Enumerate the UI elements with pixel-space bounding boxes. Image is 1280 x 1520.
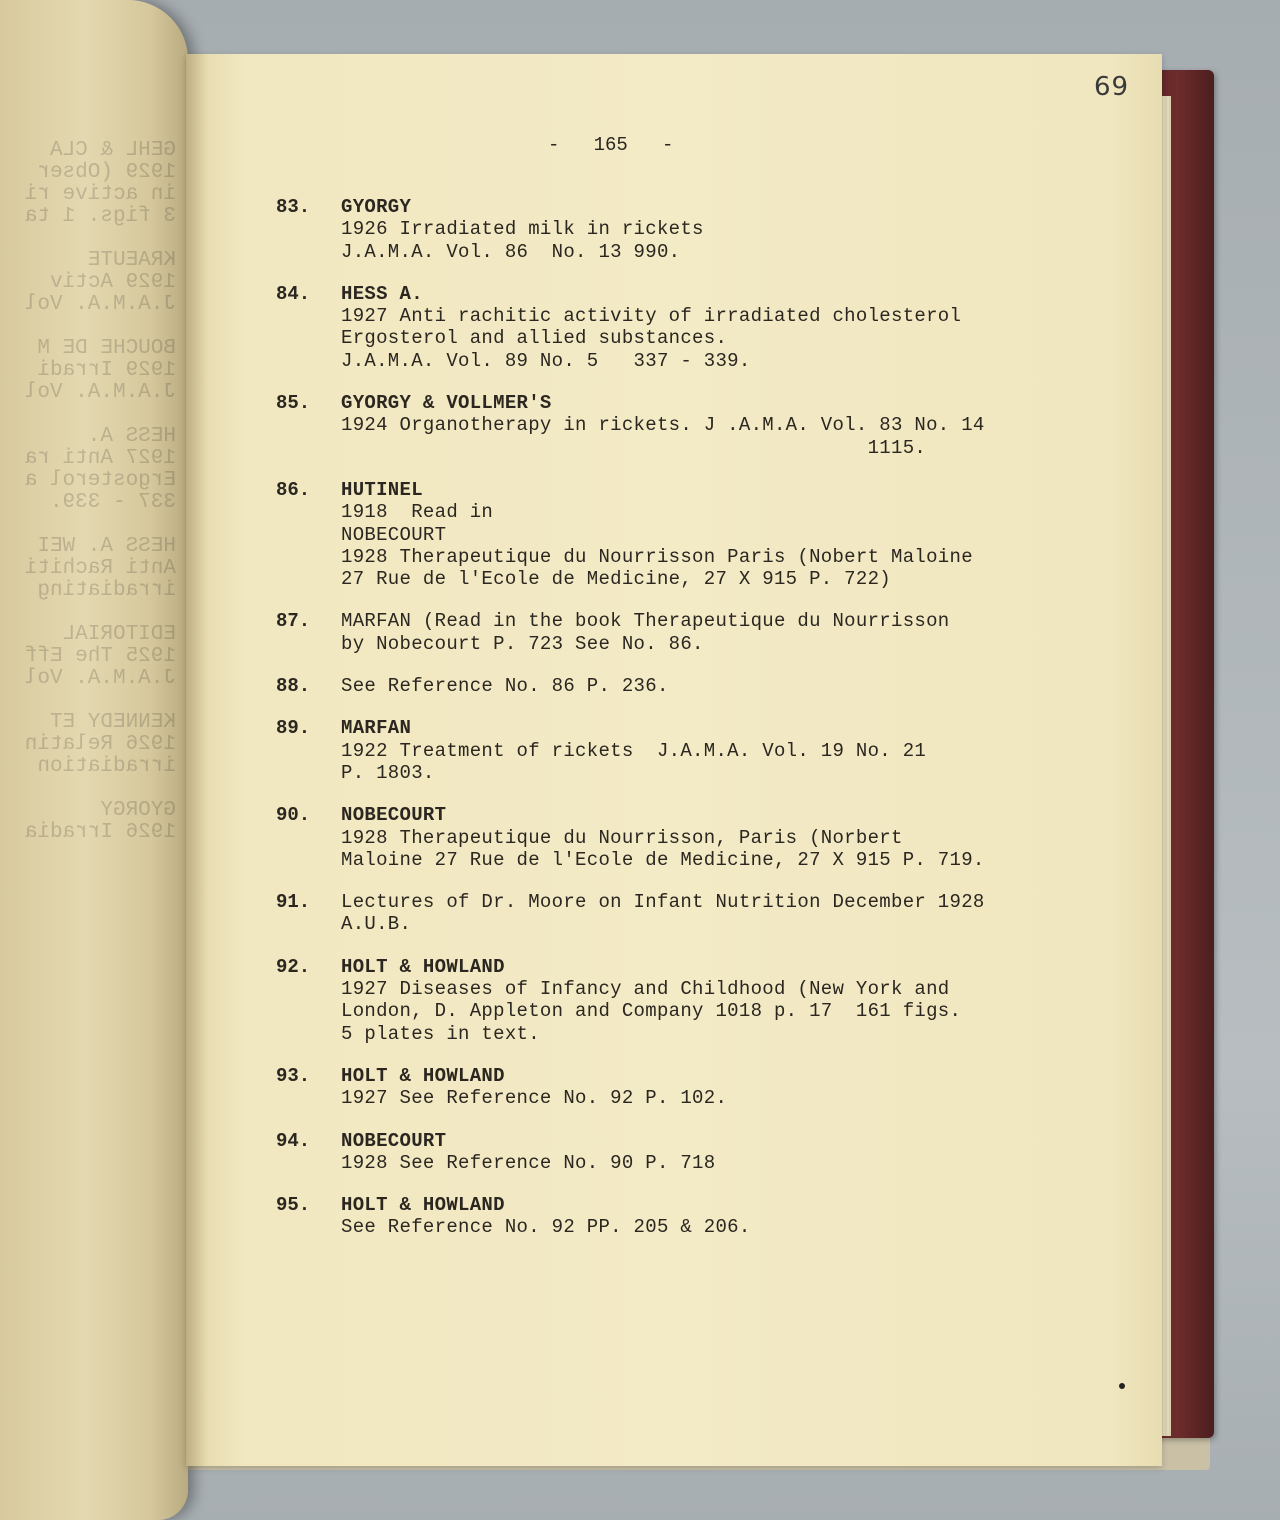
reference-line: Ergosterol and allied substances. xyxy=(341,327,728,350)
bleed-through-text: GEHL & CLA 1929 (Obser in active ri 3 figs. 1 ta KRAEUTE 1929 Activ J.A.M.A. Vol BOUCHE DE M 1929 Irradi J.A.M.A. Vol HESS A. 1927 Anti ra Ergosterol a 337 - 339. HESS A. WEI Anti Rachiti irradiating EDITORIAL 1925 The Eff J.A.M.A. Vol KENNEDY ET 1926 Relatin irradiation GYORGY 1926 Irradia xyxy=(24,139,176,844)
reference-line: J.A.M.A. Vol. 86 No. 13 990. xyxy=(341,240,681,263)
reference-number: 83. xyxy=(276,196,311,218)
reference-line: NOBECOURT xyxy=(341,523,447,546)
reference-line: Maloine 27 Rue de l'Ecole de Medicine, 27 X 915 P. 719. xyxy=(341,848,985,871)
reference-body xyxy=(341,891,1136,936)
reference-body xyxy=(341,1065,1136,1110)
reference-line: J.A.M.A. Vol. 89 No. 5 337 - 339. xyxy=(341,349,751,372)
reference-line: 1928 See Reference No. 90 P. 718 xyxy=(341,1151,716,1174)
reference-entry xyxy=(276,610,1136,655)
reference-number: 88. xyxy=(276,675,311,698)
reference-body xyxy=(341,675,1136,697)
reference-number: 84. xyxy=(276,282,311,305)
reference-line: HUTINEL xyxy=(341,478,423,501)
reference-line: 1928 Therapeutique du Nourrisson, Paris (Norbert xyxy=(341,826,903,849)
reference-number: 86. xyxy=(276,478,311,501)
reference-entry xyxy=(276,1194,1136,1239)
reference-entry xyxy=(276,392,1136,459)
ink-dot xyxy=(1119,1383,1125,1389)
page-gutter-shadow xyxy=(186,54,208,1466)
reference-line: 27 Rue de l'Ecole de Medicine, 27 X 915 P. 722) xyxy=(341,568,891,591)
reference-line: 1928 Therapeutique du Nourrisson Paris (Nobert Maloine xyxy=(341,545,973,568)
reference-line: 1927 Anti rachitic activity of irradiated cholesterol xyxy=(341,305,962,328)
reference-line: 1115. xyxy=(341,436,927,459)
typed-page-number: - 165 - xyxy=(548,134,674,156)
reference-entry xyxy=(276,717,1136,784)
reference-body xyxy=(341,1130,1136,1175)
reference-line: HOLT & HOWLAND xyxy=(341,1194,505,1217)
reference-line: 5 plates in text. xyxy=(341,1022,540,1045)
reference-line: 1918 Read in xyxy=(341,501,494,524)
reference-entry xyxy=(276,479,1136,590)
reference-line: A.U.B. xyxy=(341,913,412,936)
reference-line: 1927 See Reference No. 92 P. 102. xyxy=(341,1087,728,1110)
reference-line: See Reference No. 92 PP. 205 & 206. xyxy=(341,1216,751,1239)
reference-list xyxy=(276,196,1136,1259)
reference-line: NOBECOURT xyxy=(341,1129,447,1152)
reference-body xyxy=(341,392,1136,459)
reference-body xyxy=(341,804,1136,871)
reference-body xyxy=(341,479,1136,590)
reference-line: 1924 Organotherapy in rickets. J .A.M.A. Vol. 83 No. 14 xyxy=(341,414,985,437)
reference-line: P. 1803. xyxy=(341,761,435,784)
reference-line: NOBECOURT xyxy=(341,804,447,827)
reference-entry xyxy=(276,675,1136,697)
reference-line: by Nobecourt P. 723 See No. 86. xyxy=(341,632,704,655)
reference-line: Lectures of Dr. Moore on Infant Nutrition December 1928 xyxy=(341,891,985,914)
reference-entry xyxy=(276,804,1136,871)
reference-line: HESS A. xyxy=(341,282,423,305)
reference-entry xyxy=(276,196,1136,263)
reference-number: 89. xyxy=(276,717,311,740)
reference-body xyxy=(341,717,1136,784)
reference-line: London, D. Appleton and Company 1018 p. 17 161 figs. xyxy=(341,1000,962,1023)
reference-number: 90. xyxy=(276,804,311,827)
reference-body xyxy=(341,283,1136,372)
reference-number: 95. xyxy=(276,1194,311,1217)
reference-number: 91. xyxy=(276,891,311,914)
previous-page-curl xyxy=(0,0,188,1520)
reference-number: 93. xyxy=(276,1064,311,1087)
reference-entry xyxy=(276,1130,1136,1175)
reference-entry xyxy=(276,283,1136,372)
reference-line: MARFAN (Read in the book Therapeutique du Nourrisson xyxy=(341,610,950,633)
reference-entry xyxy=(276,956,1136,1045)
reference-body xyxy=(341,196,1136,263)
reference-number: 87. xyxy=(276,610,311,633)
reference-number: 85. xyxy=(276,392,311,415)
reference-line: See Reference No. 86 P. 236. xyxy=(341,675,669,698)
reference-line: MARFAN xyxy=(341,717,412,740)
reference-line: 1926 Irradiated milk in rickets xyxy=(341,218,704,241)
reference-line: HOLT & HOWLAND xyxy=(341,955,505,978)
reference-body xyxy=(341,610,1136,655)
reference-line: HOLT & HOWLAND xyxy=(341,1064,505,1087)
reference-line: 1922 Treatment of rickets J.A.M.A. Vol. 19 No. 21 xyxy=(341,739,927,762)
reference-body xyxy=(341,956,1136,1045)
reference-entry xyxy=(276,1065,1136,1110)
reference-line: GYORGY xyxy=(341,196,412,218)
handwritten-page-number: 69 xyxy=(1094,72,1130,102)
reference-number: 94. xyxy=(276,1129,311,1152)
reference-number: 92. xyxy=(276,955,311,978)
reference-entry xyxy=(276,891,1136,936)
reference-line: GYORGY & VOLLMER'S xyxy=(341,392,552,415)
reference-body xyxy=(341,1194,1136,1239)
reference-line: 1927 Diseases of Infancy and Childhood (New York and xyxy=(341,978,950,1001)
